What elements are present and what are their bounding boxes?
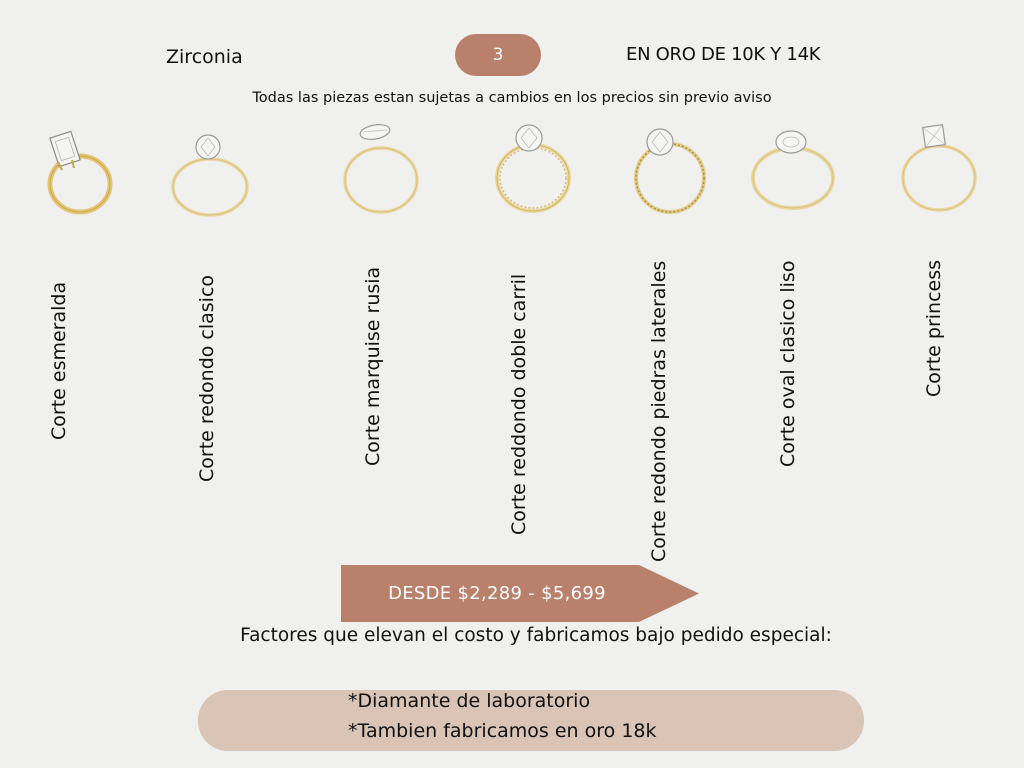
price-change-notice: Todas las piezas estan sujetas a cambios en los precios sin previo aviso (252, 90, 772, 106)
catalog-title: Zirconia (166, 46, 243, 68)
ring-label-princess: Corte princess (923, 259, 945, 397)
special-order-options (198, 690, 864, 751)
marquise-cut-ring-icon (333, 120, 423, 220)
gold-karat-label: EN ORO DE 10K Y 14K (626, 44, 821, 65)
oval-cut-ring-icon (745, 120, 835, 220)
round-side-stones-ring-icon (626, 120, 716, 220)
ring-label-emerald: Corte esmeralda (48, 281, 70, 440)
option-18k-gold: *Tambien fabricamos en oro 18k (348, 720, 657, 742)
round-double-rail-ring-icon (487, 120, 577, 220)
round-cut-ring-icon (162, 125, 252, 225)
page-number-badge: 3 (455, 34, 541, 76)
ring-label-round-classic: Corte redondo clasico (196, 274, 218, 482)
ring-label-round-double-rail: Corte reddondo doble carril (508, 273, 530, 535)
ring-label-marquise: Corte marquise rusia (362, 266, 384, 466)
ring-label-round-side-stones: Corte redondo piedras laterales (648, 260, 670, 562)
ring-label-oval-classic: Corte oval clasico liso (777, 260, 799, 467)
option-lab-diamond: *Diamante de laboratorio (348, 690, 591, 712)
princess-cut-ring-icon (893, 120, 983, 220)
emerald-cut-ring-icon (28, 122, 118, 222)
cost-factors-heading: Factores que elevan el costo y fabricamos bajo pedido especial: (240, 625, 832, 646)
price-range: DESDE $2,289 - $5,699 (388, 583, 606, 604)
